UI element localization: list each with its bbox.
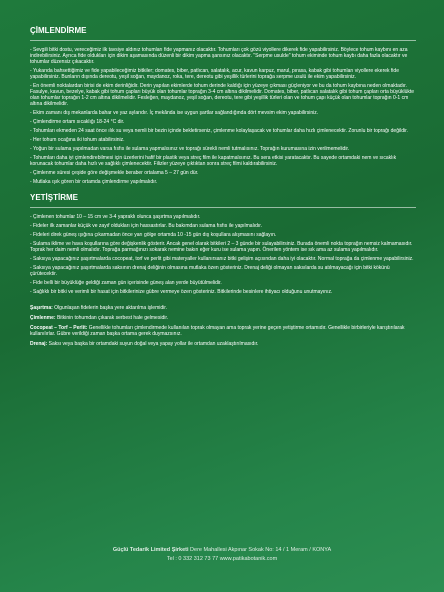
paragraph: - Sevgili bitki dostu, vereceğimiz ilk tavsiye aldınız tohumları fide yapmanız olacaktır. Tohumları çok gözü viyollere dikerek fide yapabilirsiniz. Böylece tohum kaybını en aza indirebilirsiniz. Ayrıca fide oldukları için dikim aşamasında düzenli bir dikim yapma şansınız olacaktır. "Serpme usulde" tohum ekiminde tohum kaybı daha fazla olacaktır ve tohumlar düzensiz çıkacaktır.	[30, 47, 408, 65]
paragraph: - Fideler ilk zamanlar küçük ve zayıf oldukları için hassastırlar. Bu bakımdan sulama fısfıs ile yapılmalıdır.	[30, 223, 263, 229]
definition-item	[30, 315, 416, 321]
paragraph: - Her tohum ocağına iki tohum atabilirsiniz.	[30, 137, 125, 143]
definition-text: Olgunlaşan fidelerin başka yere aktarılma işlemidir.	[52, 305, 168, 311]
title-divider	[30, 207, 416, 208]
definition-text: Saksı veya başka bir ortamdaki suyun doğal veya yapay yollar ile ortamdan uzaklaştırılmasıdır.	[47, 341, 259, 347]
cimlendirme-paragraphs	[30, 47, 416, 185]
paragraph: - Yoğun bir sulama yapılmadan varsa fısfıs ile sulama yapmalısınız ve toprağı sürekli nemli tutmalısınız. Toprağın kurumasına izin verilmemelidir.	[30, 146, 350, 152]
paragraph: - Çimlendirme ortam sıcaklığı 18-24 °C dir.	[30, 119, 125, 125]
footer-address-line	[0, 546, 444, 555]
paragraph: - Saksıya yapacağınız şaşırtmalarda cocopeat, torf ve perlit gibi materyaller kullanırsanız bitki gelişim açısından daha iyi olacaktır. Normal toprağa da çimlenme yapabilirsiniz.	[30, 256, 414, 262]
paragraph: - Fide belli bir büyüklüğe geldiği zaman gün içerisinde güneş alan yerde büyütülmelidir.	[30, 280, 222, 286]
definition-term: Çimlenme:	[30, 315, 56, 321]
definition-text: Bitkinin tohumdan çıkarak serbest hale gelmesidir.	[55, 315, 169, 321]
paragraph: - Saksıya yapacağınız şaşırtmalarda saksının drenaj deliğinin olmasına mutlaka özen gösteriniz. Drenaj deliği olmayan saksılarda su atılmayacağı için bitki kökünü çürütecektir.	[30, 265, 390, 277]
definition-term: Drenaj:	[30, 341, 48, 347]
footer-contact: Tel : 0 332 312 73 77 www.patikabotanik.com	[166, 556, 278, 562]
paragraph: - Tohumları ekmeden 24 saat önce ılık su veya nemli bir bezin içinde bekletirseniz, çimlenme kolaylaşacak ve tohumlar daha hızlı çimlenecektir. Zorunlu bir toprağı değildir.	[30, 128, 408, 134]
definitions-list	[30, 305, 416, 347]
company-name: Güçlü Tedarik Limited Şirketi	[112, 547, 189, 553]
definition-item	[30, 341, 416, 347]
title-divider	[30, 40, 416, 41]
paragraph: - En önemli noktalardan birisi de ekim derinliğidir. Derin yapılan ekimlerde tohum derinde kaldığı için yüzeye çıkması güçleniyor ve bu da tohum kaybına neden olmaktadır. Fasulye, kavun, bezelye, kabak gibi tohum çapları büyük olan tohumlar toprağın 3-4 cm altına dikilmelidir. Domates, biber, patlıcan salatalık gibi tohum çapları orta büyüklükte olan tohumlar toprağın 1-2 cm altına dikilmelidir. Fesleğen, maydanoz, yeşil soğan, dereotu, tere gibi yeşillik türleri olan ve tohum çapı küçük olan tohumlar toprağın 0-1 cm altına dikilmelidir.	[30, 83, 415, 107]
definition-term: Şaşırtma:	[30, 305, 53, 311]
definition-item	[30, 325, 416, 337]
paragraph: - Tohumları daha iyi çimlendirebilmesi için üzerlerini hafif bir plastik veya streç film ile kapatmalısınız. Bu sera etkisi yaratacaktır. Bu sayede ortamdaki nem ve sıcaklık korunacak tohumlar daha hızlı ve sağlıklı çimlenecektir. Filizler yüzeye çıktıktan sonra streç filmi kaldırabilirsiniz.	[30, 155, 397, 167]
paragraph: - Sulama iklime ve hava koşullarına göre değişkenlik gösterir. Ancak genel olarak bitkileri 2 – 3 günde bir sulayabilirsiniz. Burada önemli nokta toprağın nemsiz kalmamasıdır. Toprak her daim nemli olmalıdır. Toprağa parmağınızı sokarak nemine bakın eğer kuru ise sulama yapın. Önerilen yöntem ise sık ama az sulama yapılmalıdır.	[30, 241, 413, 253]
paragraph: - Çimlenme süresi çeşide göre değişmekle beraber ortalama 5 – 27 gün dür.	[30, 170, 199, 176]
paragraph: - Yukarıda bahsettiğimiz ve fide yapabileceğimiz bitkiler; domates, biber, patlıcan, salatalık, acur, kavun karpuz, marul, pırasa, kabak gibi tohumları viyollere ekerek fide yapabilirsiniz. Bunların dışında dereotu, yeşil soğan, maydanoz, roka, tere, dereotu gibi yeşillik türlerini toprağa serpme usulü ile ekim yapabilirsiniz.	[30, 68, 399, 80]
definition-term: Cocopeat – Torf – Perlit:	[30, 325, 88, 331]
definition-text: Genellikle tohumları çimlendirmede kullanılan toprak olmayan ama toprak yerine geçen yetiştirme ortamıdır. Genellikle birbirleriyle karıştırılarak kullanılırlar. Gübre verildiği zaman başka ortama gerek duymazsınız.	[30, 325, 405, 337]
section-title-cimlendirme: ÇİMLENDİRME	[30, 26, 87, 35]
page-footer	[0, 546, 444, 564]
paragraph: - Ekim zamanı dış mekanlarda bahar ve yaz aylarıdır. İç mekânda ise uygun şartlar sağlandığında dört mevsim ekim yapabilirsiniz.	[30, 110, 319, 116]
section-title-yetistirme: YETİŞTİRME	[30, 193, 79, 202]
company-address: Dere Mahallesi Akpınar Sokak No: 14 / 1 Meram / KONYA	[188, 547, 332, 553]
definition-item	[30, 305, 416, 311]
paragraph: - Çimlenen tohumlar 10 – 15 cm ve 3-4 yapraklı olunca şaşırtma yapılmalıdır.	[30, 214, 201, 220]
yetistirme-paragraphs	[30, 214, 416, 295]
paragraph: - Sağlıklı bir bitki ve verimli bir hasat için bitkilerinize gübre vermeye özen gösteriniz. Bitkilerinde besinlere ihtiyacı olduğunu unutmayınız.	[30, 289, 333, 295]
paragraph: - Mutlaka ışık gören bir ortamda çimlendirme yapılmalıdır.	[30, 179, 158, 185]
paragraph: - Fideleri direk güneş ışığına çıkarmadan önce yarı gölge ortamda 10 -15 gün dış koşullara alışmasını sağlayın.	[30, 232, 277, 238]
